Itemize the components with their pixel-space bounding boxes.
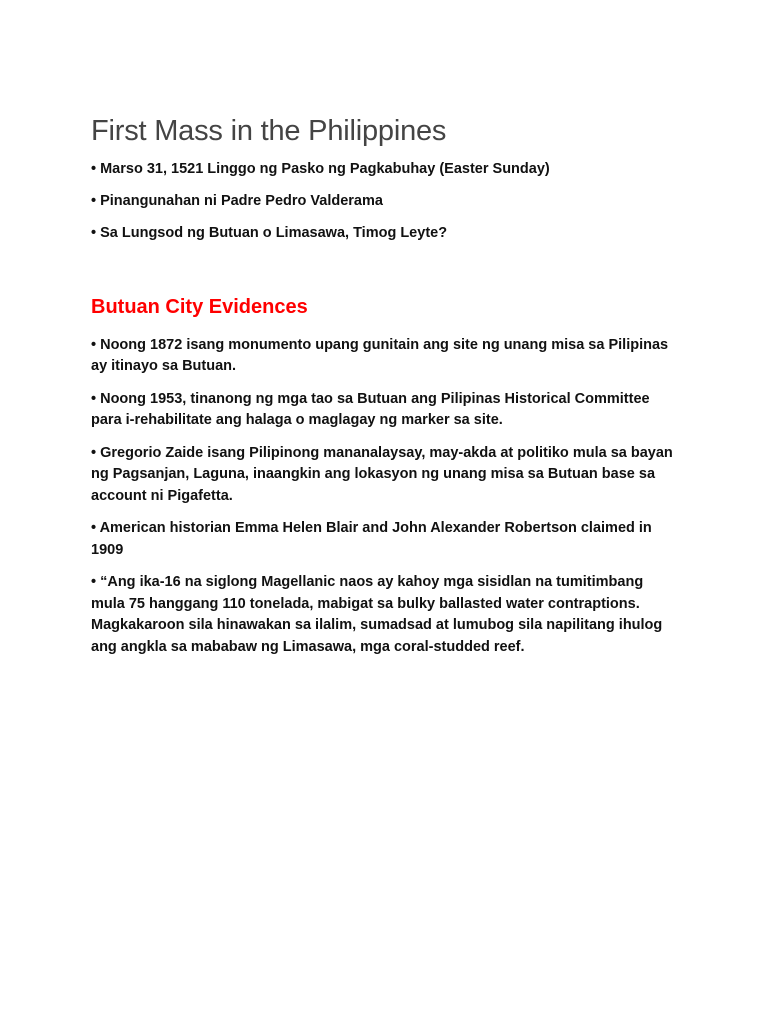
evidence-bullet-blair-robertson: • American historian Emma Helen Blair and John Alexander Robertson claimed in 1909: [91, 520, 652, 558]
document-content: [91, 112, 681, 669]
evidence-bullet-1872-monument: • Noong 1872 isang monumento upang gunitain ang site ng unang misa sa Pilipinas ay itinayo sa Butuan.: [91, 336, 669, 374]
page-title: First Mass in the Philippines: [91, 115, 447, 147]
evidence-bullet-magellanic-naos: • “Ang ika-16 na siglong Magellanic naos ay kahoy mga sisidlan na tumitimbang mula 75 hanggang 110 tonelada, mabigat sa bulky ballasted water contraptions. Magkakaroon sila hinawakan sa ilalim, sumadsad at lumubog sila napilitang ihulog ang angkla sa mababaw ng Limasawa, mga coral-studded reef.: [91, 574, 663, 655]
intro-bullet-location: • Sa Lungsod ng Butuan o Limasawa, Timog Leyte?: [91, 225, 448, 241]
evidence-bullet-list: [91, 335, 681, 659]
intro-bullet-list: [91, 159, 681, 245]
intro-bullet-date: • Marso 31, 1521 Linggo ng Pasko ng Pagkabuhay (Easter Sunday): [91, 161, 550, 177]
section-heading: Butuan City Evidences: [91, 295, 308, 318]
evidence-bullet-zaide: • Gregorio Zaide isang Pilipinong mananalaysay, may-akda at politiko mula sa bayan ng Pagsanjan, Laguna, inaangkin ang lokasyon ng unang misa sa Butuan base sa account ni Pigafetta.: [91, 444, 673, 504]
evidence-bullet-1953-committee: • Noong 1953, tinanong ng mga tao sa Butuan ang Pilipinas Historical Committee para i-rehabilitate ang halaga o maglagay ng marker sa site.: [91, 390, 650, 428]
intro-bullet-leader: • Pinangunahan ni Padre Pedro Valderama: [91, 193, 383, 209]
